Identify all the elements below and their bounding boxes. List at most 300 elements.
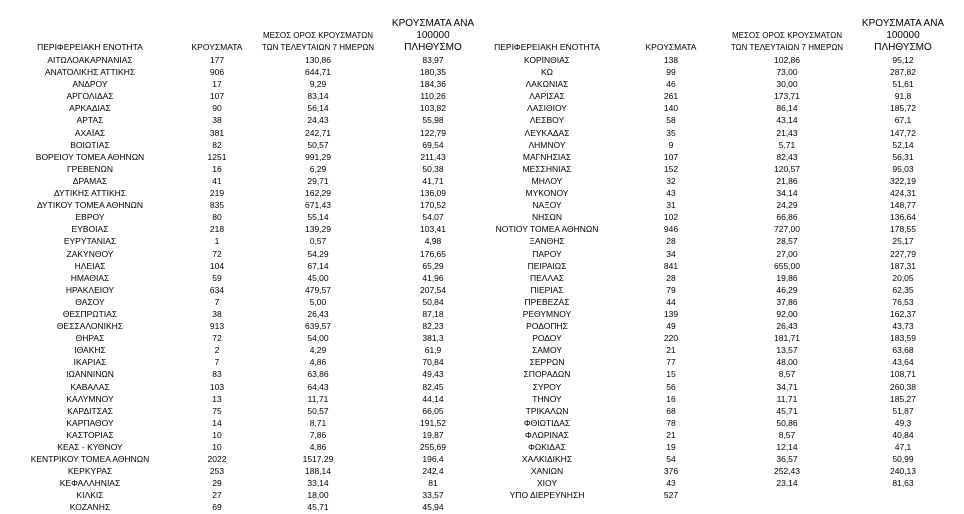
cases-cell: 381 (209, 127, 225, 138)
avg7-cell: 50,57 (307, 139, 329, 150)
table-row (479, 465, 959, 477)
region-cell: ΡΕΘΥΜΝΟΥ (522, 308, 572, 319)
cases-cell: 527 (663, 490, 679, 501)
avg7-cell: 11,71 (776, 393, 798, 404)
avg7-cell: 5,00 (309, 296, 327, 307)
cases-cell: 104 (209, 260, 225, 271)
per100k-cell: 178,55 (890, 224, 916, 235)
per100k-cell: 54,07 (422, 212, 444, 223)
per100k-cell: 76,53 (892, 296, 914, 307)
avg7-cell: 27,00 (776, 248, 798, 259)
cases-cell: 14 (212, 417, 222, 428)
region-cell: ΝΗΣΩΝ (531, 212, 563, 223)
cases-table-left (6, 18, 490, 514)
cases-cell: 59 (212, 272, 222, 283)
table-row (479, 139, 959, 151)
table-row (6, 66, 490, 78)
region-cell: ΔΥΤΙΚΗΣ ΑΤΤΙΚΗΣ (53, 188, 127, 199)
per100k-cell: 43,64 (892, 357, 914, 368)
per100k-cell: 240,13 (890, 466, 916, 477)
region-cell: ΝΟΤΙΟΥ ΤΟΜΕΑ ΑΘΗΝΩΝ (495, 224, 599, 235)
avg7-cell: 34,71 (776, 381, 798, 392)
table-row (479, 393, 959, 405)
region-cell: ΦΘΙΩΤΙΔΑΣ (523, 417, 571, 428)
region-cell: ΜΗΛΟΥ (531, 175, 563, 186)
per100k-cell: 49,43 (422, 369, 444, 380)
header-avg7-line2: ΤΩΝ ΤΕΛΕΥΤΑΙΩΝ 7 ΗΜΕΡΩΝ (261, 43, 375, 52)
region-cell: ΜΕΣΣΗΝΙΑΣ (522, 163, 572, 174)
avg7-cell: 7,86 (309, 429, 327, 440)
cases-cell: 29 (212, 478, 222, 489)
avg7-cell: 92,00 (776, 308, 798, 319)
per100k-cell: 43,73 (892, 321, 914, 332)
region-cell: ΧΑΝΙΩΝ (530, 466, 564, 477)
region-cell: ΔΥΤΙΚΟΥ ΤΟΜΕΑ ΑΘΗΝΩΝ (36, 200, 144, 211)
cases-cell: 72 (212, 333, 222, 344)
cases-cell: 140 (663, 103, 679, 114)
cases-cell: 219 (209, 188, 225, 199)
table-row (6, 465, 490, 477)
avg7-cell: 48,00 (776, 357, 798, 368)
table-row (6, 78, 490, 90)
region-cell: ΛΗΜΝΟΥ (528, 139, 566, 150)
avg7-cell: 8,57 (778, 369, 796, 380)
table-row (479, 320, 959, 332)
avg7-cell: 188,14 (305, 466, 331, 477)
avg7-cell: 655,00 (774, 260, 800, 271)
per100k-cell: 50,99 (892, 454, 914, 465)
header-per100k-line2: ΠΛΗΘΥΣΜΟ (404, 42, 462, 53)
region-cell: ΑΝΑΤΟΛΙΚΗΣ ΑΤΤΙΚΗΣ (44, 67, 136, 78)
region-cell: ΛΑΣΙΘΙΟΥ (527, 103, 567, 114)
per100k-cell: 82,23 (422, 321, 444, 332)
per100k-cell: 82,45 (422, 381, 444, 392)
per100k-cell: 122,79 (420, 127, 446, 138)
table-row (479, 477, 959, 489)
table-row (479, 102, 959, 114)
region-cell: ΕΒΡΟΥ (75, 212, 105, 223)
avg7-cell: 45,71 (307, 502, 329, 513)
cases-cell: 72 (212, 248, 222, 259)
region-cell: ΚΕΝΤΡΙΚΟΥ ΤΟΜΕΑ ΑΘΗΝΩΝ (30, 454, 150, 465)
table-row (6, 223, 490, 235)
per100k-cell: 147,72 (890, 127, 916, 138)
table-row (479, 66, 959, 78)
per100k-cell: 180,35 (420, 67, 446, 78)
region-cell: ΚΑΡΠΑΘΟΥ (66, 417, 114, 428)
avg7-cell: 12,14 (776, 442, 798, 452)
per100k-cell: 4,98 (424, 236, 442, 247)
table-row (6, 114, 490, 126)
avg7-cell: 991,29 (305, 151, 331, 162)
per100k-cell: 95,12 (892, 55, 914, 65)
table-row (479, 332, 959, 344)
avg7-cell: 8,71 (309, 417, 327, 428)
per100k-cell: 185,27 (890, 393, 916, 404)
region-cell: ΚΟΖΑΝΗΣ (69, 502, 111, 513)
cases-cell: 49 (666, 321, 676, 332)
region-cell: ΣΠΟΡΑΔΩΝ (523, 369, 571, 380)
cases-cell: 102 (663, 212, 679, 223)
avg7-cell: 64,43 (307, 381, 329, 392)
table-row (479, 417, 959, 429)
region-cell: ΣΥΡΟΥ (532, 381, 562, 392)
per100k-cell: 184,36 (420, 79, 446, 90)
cases-cell: 139 (663, 308, 679, 319)
avg7-cell: 173,71 (774, 91, 800, 102)
avg7-cell: 56,14 (307, 103, 329, 114)
avg7-cell: 45,00 (307, 272, 329, 283)
cases-cell: 913 (209, 321, 225, 332)
region-cell: ΘΑΣΟΥ (75, 296, 105, 307)
table-row (6, 381, 490, 393)
header-per100k-line1: ΚΡΟΥΣΜΑΤΑ ΑΝΑ 100000 (861, 18, 945, 41)
cases-cell: 82 (212, 139, 222, 150)
avg7-cell: 4,29 (309, 345, 327, 356)
cases-cell: 31 (666, 200, 676, 211)
cases-cell: 841 (663, 260, 679, 271)
per100k-cell: 47,1 (894, 442, 912, 452)
region-cell: ΣΑΜΟΥ (531, 345, 562, 356)
avg7-cell: 45,71 (776, 405, 798, 416)
region-cell: ΞΑΝΘΗΣ (529, 236, 565, 247)
avg7-cell: 102,86 (774, 55, 800, 65)
cases-cell: 78 (666, 417, 676, 428)
region-cell: ΑΡΓΟΛΙΔΑΣ (66, 91, 114, 102)
avg7-cell: 5,71 (778, 139, 796, 150)
per100k-cell: 211,43 (420, 151, 446, 162)
region-cell: ΜΑΓΝΗΣΙΑΣ (522, 151, 572, 162)
region-cell: ΛΑΚΩΝΙΑΣ (525, 79, 569, 90)
per100k-cell: 44,14 (422, 393, 444, 404)
region-cell: ΑΧΑΪΑΣ (74, 127, 106, 138)
cases-cell: 15 (666, 369, 676, 380)
avg7-cell: 252,43 (774, 466, 800, 477)
table-row (6, 163, 490, 175)
cases-cell: 13 (212, 393, 222, 404)
cases-cell: 835 (209, 200, 225, 211)
per100k-cell: 162,37 (890, 308, 916, 319)
table-row (6, 308, 490, 320)
avg7-cell: 86,14 (776, 103, 798, 114)
cases-cell: 34 (666, 248, 676, 259)
avg7-cell: 8,57 (778, 429, 796, 440)
table-row (479, 223, 959, 235)
header-per100k (376, 18, 490, 54)
avg7-cell: 28,57 (776, 236, 798, 247)
table-row (479, 296, 959, 308)
table-row (479, 199, 959, 211)
header-per100k-line1: ΚΡΟΥΣΜΑΤΑ ΑΝΑ 100000 (391, 18, 475, 41)
avg7-cell: 29,71 (307, 175, 329, 186)
region-cell: ΤΡΙΚΑΛΩΝ (525, 405, 569, 416)
region-cell: ΚΑΒΑΛΑΣ (70, 381, 110, 392)
cases-cell: 7 (214, 296, 220, 307)
region-cell: ΗΛΕΙΑΣ (74, 260, 106, 271)
cases-cell: 79 (666, 284, 676, 295)
cases-cell: 21 (666, 429, 676, 440)
cases-cell: 75 (212, 405, 222, 416)
per100k-cell: 136,64 (890, 212, 916, 223)
region-cell: ΣΕΡΡΩΝ (529, 357, 565, 368)
cases-cell: 19 (666, 442, 676, 452)
per100k-cell: 66,05 (422, 405, 444, 416)
avg7-cell: 18,00 (307, 490, 329, 501)
region-cell: ΘΕΣΣΑΛΟΝΙΚΗΣ (56, 321, 124, 332)
avg7-cell: 139,29 (305, 224, 331, 235)
cases-cell: 152 (663, 163, 679, 174)
cases-cell: 58 (666, 115, 676, 126)
avg7-cell: 162,29 (305, 188, 331, 199)
cases-cell: 28 (666, 236, 676, 247)
table-row (6, 417, 490, 429)
per100k-cell: 20,05 (892, 272, 914, 283)
table-row (6, 405, 490, 417)
per100k-cell: 81,63 (892, 478, 914, 489)
region-cell: ΒΟΙΩΤΙΑΣ (70, 139, 110, 150)
region-cell: ΓΡΕΒΕΝΩΝ (67, 163, 113, 174)
table-row (479, 114, 959, 126)
table-row (6, 260, 490, 272)
cases-cell: 54 (666, 454, 676, 465)
region-cell: ΕΥΒΟΙΑΣ (71, 224, 109, 235)
cases-cell: 16 (212, 163, 222, 174)
avg7-cell: 21,43 (776, 127, 798, 138)
cases-cell: 43 (666, 478, 676, 489)
per100k-cell: 50,38 (422, 163, 444, 174)
table-row (6, 368, 490, 380)
avg7-cell: 63,86 (307, 369, 329, 380)
avg7-cell: 23,14 (776, 478, 798, 489)
per100k-cell: 95,03 (892, 163, 914, 174)
region-cell: ΛΕΥΚΑΔΑΣ (524, 127, 570, 138)
avg7-cell: 82,43 (776, 151, 798, 162)
region-cell: ΑΙΤΩΛΟΑΚΑΡΝΑΝΙΑΣ (47, 55, 133, 65)
table-row (479, 248, 959, 260)
avg7-cell: 0,57 (309, 236, 327, 247)
avg7-cell: 6,29 (309, 163, 327, 174)
cases-cell: 28 (666, 272, 676, 283)
region-cell: ΦΛΩΡΙΝΑΣ (525, 429, 569, 440)
region-cell: ΥΠΟ ΔΙΕΡΕΥΝΗΣΗ (509, 490, 585, 501)
per100k-cell: 56,31 (892, 151, 914, 162)
table-row (6, 332, 490, 344)
table-row (479, 90, 959, 102)
cases-cell: 253 (209, 466, 225, 477)
table-row (6, 284, 490, 296)
cases-cell: 16 (666, 393, 676, 404)
cases-cell: 220 (663, 333, 679, 344)
cases-cell: 376 (663, 466, 679, 477)
per100k-cell: 260,38 (890, 381, 916, 392)
avg7-cell: 21,86 (776, 175, 798, 186)
cases-cell: 27 (212, 490, 222, 501)
region-cell: ΕΥΡΥΤΑΝΙΑΣ (63, 236, 117, 247)
region-cell: ΚΑΡΔΙΤΣΑΣ (67, 405, 113, 416)
per100k-cell: 196,4 (422, 454, 444, 465)
table-row (479, 429, 959, 441)
region-cell: ΒΟΡΕΙΟΥ ΤΟΜΕΑ ΑΘΗΝΩΝ (35, 151, 145, 162)
avg7-cell: 24,29 (776, 200, 798, 211)
avg7-cell: 67,14 (307, 260, 329, 271)
per100k-cell: 103,82 (420, 103, 446, 114)
cases-cell: 38 (212, 115, 222, 126)
region-cell: ΚΕΦΑΛΛΗΝΙΑΣ (59, 478, 121, 489)
table-row (6, 296, 490, 308)
cases-cell: 1251 (207, 151, 227, 162)
avg7-cell: 479,57 (305, 284, 331, 295)
per100k-cell: 49,3 (894, 417, 912, 428)
cases-table-right (479, 18, 959, 501)
cases-cell: 177 (209, 55, 225, 65)
per100k-cell: 50,84 (422, 296, 444, 307)
region-cell: ΑΝΔΡΟΥ (72, 79, 108, 90)
per100k-cell: 19,87 (422, 429, 444, 440)
region-cell: ΚΕΑΣ - ΚΥΘΝΟΥ (57, 442, 123, 452)
per100k-cell: 69,54 (422, 139, 444, 150)
table-row (6, 477, 490, 489)
table-row (479, 308, 959, 320)
avg7-cell: 83,14 (307, 91, 329, 102)
header-avg7 (727, 18, 847, 54)
region-cell: ΠΡΕΒΕΖΑΣ (524, 296, 570, 307)
header-avg7 (260, 18, 376, 54)
cases-cell: 35 (666, 127, 676, 138)
per100k-cell: 227,79 (890, 248, 916, 259)
table-row (6, 199, 490, 211)
avg7-cell: 13,57 (776, 345, 798, 356)
per100k-cell: 87,18 (422, 308, 444, 319)
cases-cell: 41 (212, 175, 222, 186)
per100k-cell: 61,9 (424, 345, 442, 356)
per100k-cell: 242,4 (422, 466, 444, 477)
table-row (6, 356, 490, 368)
cases-cell: 90 (212, 103, 222, 114)
avg7-cell: 66,86 (776, 212, 798, 223)
cases-cell: 107 (663, 151, 679, 162)
cases-cell: 218 (209, 224, 225, 235)
cases-cell: 83 (212, 369, 222, 380)
cases-cell: 43 (666, 188, 676, 199)
per100k-cell: 25,17 (892, 236, 914, 247)
per100k-cell: 287,82 (890, 67, 916, 78)
cases-cell: 9 (668, 139, 674, 150)
header-region: ΠΕΡΙΦΕΡΕΙΑΚΗ ΕΝΟΤΗΤΑ (37, 42, 143, 52)
table-row (6, 248, 490, 260)
per100k-cell: 255,69 (420, 442, 446, 452)
table-row (479, 163, 959, 175)
cases-cell: 10 (212, 429, 222, 440)
per100k-cell: 45,94 (422, 502, 444, 513)
table-body-right (479, 54, 959, 501)
table-row (6, 441, 490, 453)
avg7-cell: 130,86 (305, 55, 331, 65)
cases-cell: 44 (666, 296, 676, 307)
header-per100k-line2: ΠΛΗΘΥΣΜΟ (874, 42, 932, 53)
cases-cell: 634 (209, 284, 225, 295)
avg7-cell: 181,71 (774, 333, 800, 344)
table-row (479, 78, 959, 90)
region-cell: ΝΑΞΟΥ (532, 200, 562, 211)
per100k-cell: 103,41 (420, 224, 446, 235)
avg7-cell: 644,71 (305, 67, 331, 78)
table-row (6, 501, 490, 513)
header-per100k (847, 18, 959, 54)
region-cell: ΑΡΚΑΔΙΑΣ (69, 103, 111, 114)
table-row (6, 211, 490, 223)
avg7-cell: 11,71 (307, 393, 329, 404)
table-row (479, 453, 959, 465)
region-cell: ΘΗΡΑΣ (75, 333, 105, 344)
avg7-cell: 55,14 (307, 212, 329, 223)
cases-cell: 1 (214, 236, 220, 247)
cases-cell: 17 (212, 79, 222, 90)
table-header-row (6, 18, 490, 54)
region-cell: ΛΕΣΒΟΥ (529, 115, 565, 126)
per100k-cell: 185,72 (890, 103, 916, 114)
region-cell: ΠΕΛΛΑΣ (529, 272, 565, 283)
region-cell: ΖΑΚΥΝΘΟΥ (66, 248, 114, 259)
per100k-cell: 51,61 (892, 79, 914, 90)
region-cell: ΔΡΑΜΑΣ (72, 175, 108, 186)
per100k-cell: 322,19 (890, 175, 916, 186)
per100k-cell: 81 (428, 478, 438, 489)
cases-cell: 80 (212, 212, 222, 223)
table-row (479, 356, 959, 368)
region-cell: ΑΡΤΑΣ (76, 115, 104, 126)
cases-cell: 261 (663, 91, 679, 102)
table-row (6, 235, 490, 247)
table-row (6, 54, 490, 66)
cases-cell: 68 (666, 405, 676, 416)
region-cell: ΧΑΛΚΙΔΙΚΗΣ (521, 454, 573, 465)
table-row (6, 320, 490, 332)
per100k-cell: 41,71 (422, 175, 444, 186)
table-row (479, 441, 959, 453)
per100k-cell: 51,87 (892, 405, 914, 416)
table-row (6, 102, 490, 114)
header-cases: ΚΡΟΥΣΜΑΤΑ (645, 42, 697, 52)
avg7-cell: 26,43 (307, 308, 329, 319)
avg7-cell: 639,57 (305, 321, 331, 332)
table-row (6, 187, 490, 199)
per100k-cell: 183,59 (890, 333, 916, 344)
table-row (479, 405, 959, 417)
avg7-cell: 46,29 (776, 284, 798, 295)
avg7-cell: 671,43 (305, 200, 331, 211)
table-row (6, 127, 490, 139)
cases-cell: 56 (666, 381, 676, 392)
per100k-cell: 70,84 (422, 357, 444, 368)
cases-cell: 2022 (207, 454, 227, 465)
region-cell: ΠΕΙΡΑΙΩΣ (527, 260, 567, 271)
per100k-cell: 40,84 (892, 429, 914, 440)
avg7-cell: 33,14 (307, 478, 329, 489)
cases-cell: 103 (209, 381, 225, 392)
avg7-cell: 73,00 (776, 67, 798, 78)
avg7-cell: 4,86 (309, 357, 327, 368)
cases-cell: 99 (666, 67, 676, 78)
avg7-cell: 50,57 (307, 405, 329, 416)
region-cell: ΠΑΡΟΥ (532, 248, 562, 259)
per100k-cell: 148,77 (890, 200, 916, 211)
region-cell: ΙΘΑΚΗΣ (74, 345, 106, 356)
region-cell: ΡΟΔΟΥ (532, 333, 562, 344)
region-cell: ΚΙΛΚΙΣ (76, 490, 104, 501)
table-row (479, 127, 959, 139)
per100k-cell: 67,1 (894, 115, 912, 126)
cases-cell: 32 (666, 175, 676, 186)
